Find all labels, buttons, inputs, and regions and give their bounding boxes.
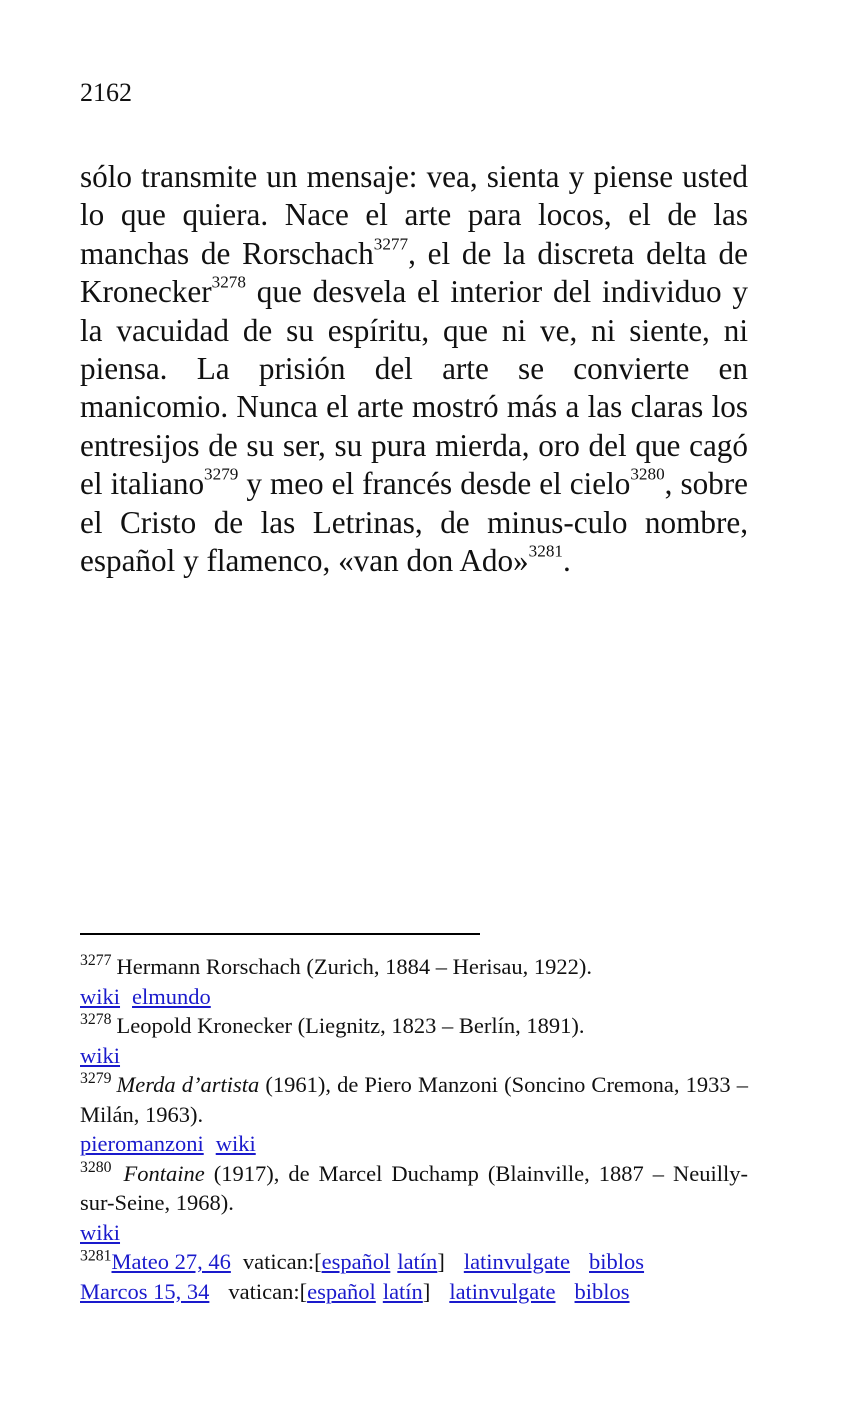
footnote-number: 3281 xyxy=(80,1247,112,1265)
artwork-title: Fontaine xyxy=(123,1160,205,1186)
footnote-links xyxy=(80,982,748,1012)
biblos-link[interactable]: biblos xyxy=(589,1249,645,1274)
body-text-segment: y meo el francés desde el cielo xyxy=(238,466,631,502)
elmundo-link[interactable]: elmundo xyxy=(132,983,211,1009)
latin-link[interactable]: latín xyxy=(397,1249,438,1274)
page-number: 2162 xyxy=(80,78,132,107)
wiki-link[interactable]: wiki xyxy=(80,1042,121,1068)
footnote-3279 xyxy=(80,1070,748,1129)
footnote-divider xyxy=(80,933,480,935)
footnotes-section xyxy=(80,952,748,1306)
footnote-links xyxy=(80,1041,748,1071)
body-text-segment: , el de la discreta delta de Kronecker xyxy=(80,235,748,310)
body-text-segment: sólo transmite un mensaje: vea, sienta y piense usted lo que quiera. Nace el arte para locos, el de las manchas de Rorschach xyxy=(80,159,748,271)
footnote-3278 xyxy=(80,1011,748,1041)
footnote-number: 3279 xyxy=(80,1070,112,1088)
footnote-3277 xyxy=(80,952,748,982)
footnote-ref[interactable]: 3278 xyxy=(211,272,246,292)
footnote-ref[interactable]: 3279 xyxy=(204,464,239,484)
body-text-segment: . xyxy=(562,543,571,579)
footnote-text: Leopold Kronecker (Liegnitz, 1823 – Berlín, 1891). xyxy=(116,1013,585,1038)
artwork-title: Merda d’artista xyxy=(116,1072,260,1097)
footnote-number: 3280 xyxy=(80,1158,112,1176)
bracket-close: ] xyxy=(437,1249,445,1274)
body-paragraph xyxy=(80,158,748,580)
latin-link[interactable]: latín xyxy=(382,1278,423,1304)
latinvulgate-link[interactable]: latinvulgate xyxy=(449,1278,556,1304)
bracket-close: ] xyxy=(422,1278,431,1304)
footnote-3281 xyxy=(80,1247,748,1277)
footnote-number: 3278 xyxy=(80,1011,112,1029)
wiki-link[interactable]: wiki xyxy=(80,983,121,1009)
wiki-link[interactable]: wiki xyxy=(215,1131,256,1156)
wiki-link[interactable]: wiki xyxy=(80,1219,121,1245)
body-text-segment: , sobre el Cristo de las Letrinas, de minus-culo nombre, español y flamenco, «van don Ado» xyxy=(80,466,748,579)
footnote-ref[interactable]: 3281 xyxy=(528,541,563,561)
footnote-links xyxy=(80,1218,748,1248)
espanol-link[interactable]: español xyxy=(307,1278,376,1304)
footnote-number: 3277 xyxy=(80,952,112,970)
footnote-text: Hermann Rorschach (Zurich, 1884 – Herisau, 1922). xyxy=(116,954,592,979)
vatican-label: vatican:[ xyxy=(228,1278,308,1304)
footnote-ref[interactable]: 3277 xyxy=(373,234,409,254)
bible-ref-link[interactable]: Mateo 27, 46 xyxy=(111,1249,231,1274)
biblos-link[interactable]: biblos xyxy=(574,1278,630,1304)
footnote-ref[interactable]: 3280 xyxy=(630,464,665,484)
body-text-segment: que desvela el interior del individuo y la vacuidad de su espíritu, que ni ve, ni siente, ni piensa. La prisión del arte se convierte en manicomio. Nunca el arte mostró más a las claras los entresijos de su ser, su pura mierda, oro del que cagó el italiano xyxy=(80,274,748,502)
vatican-label: vatican:[ xyxy=(242,1249,322,1274)
espanol-link[interactable]: español xyxy=(321,1249,391,1274)
footnote-links xyxy=(80,1129,748,1159)
footnote-3281-line2 xyxy=(80,1277,748,1307)
footnote-3280 xyxy=(80,1159,748,1218)
pieromanzoni-link[interactable]: pieromanzoni xyxy=(80,1131,204,1156)
footnote-text: (1917), de Marcel Duchamp (Blainville, 1887 – Neuilly-sur-Seine, 1968). xyxy=(80,1160,748,1215)
bible-ref-link[interactable]: Marcos 15, 34 xyxy=(80,1278,210,1304)
latinvulgate-link[interactable]: latinvulgate xyxy=(463,1249,571,1274)
footnote-text: (1961), de Piero Manzoni (Soncino Cremona, 1933 – Milán, 1963). xyxy=(80,1072,748,1127)
